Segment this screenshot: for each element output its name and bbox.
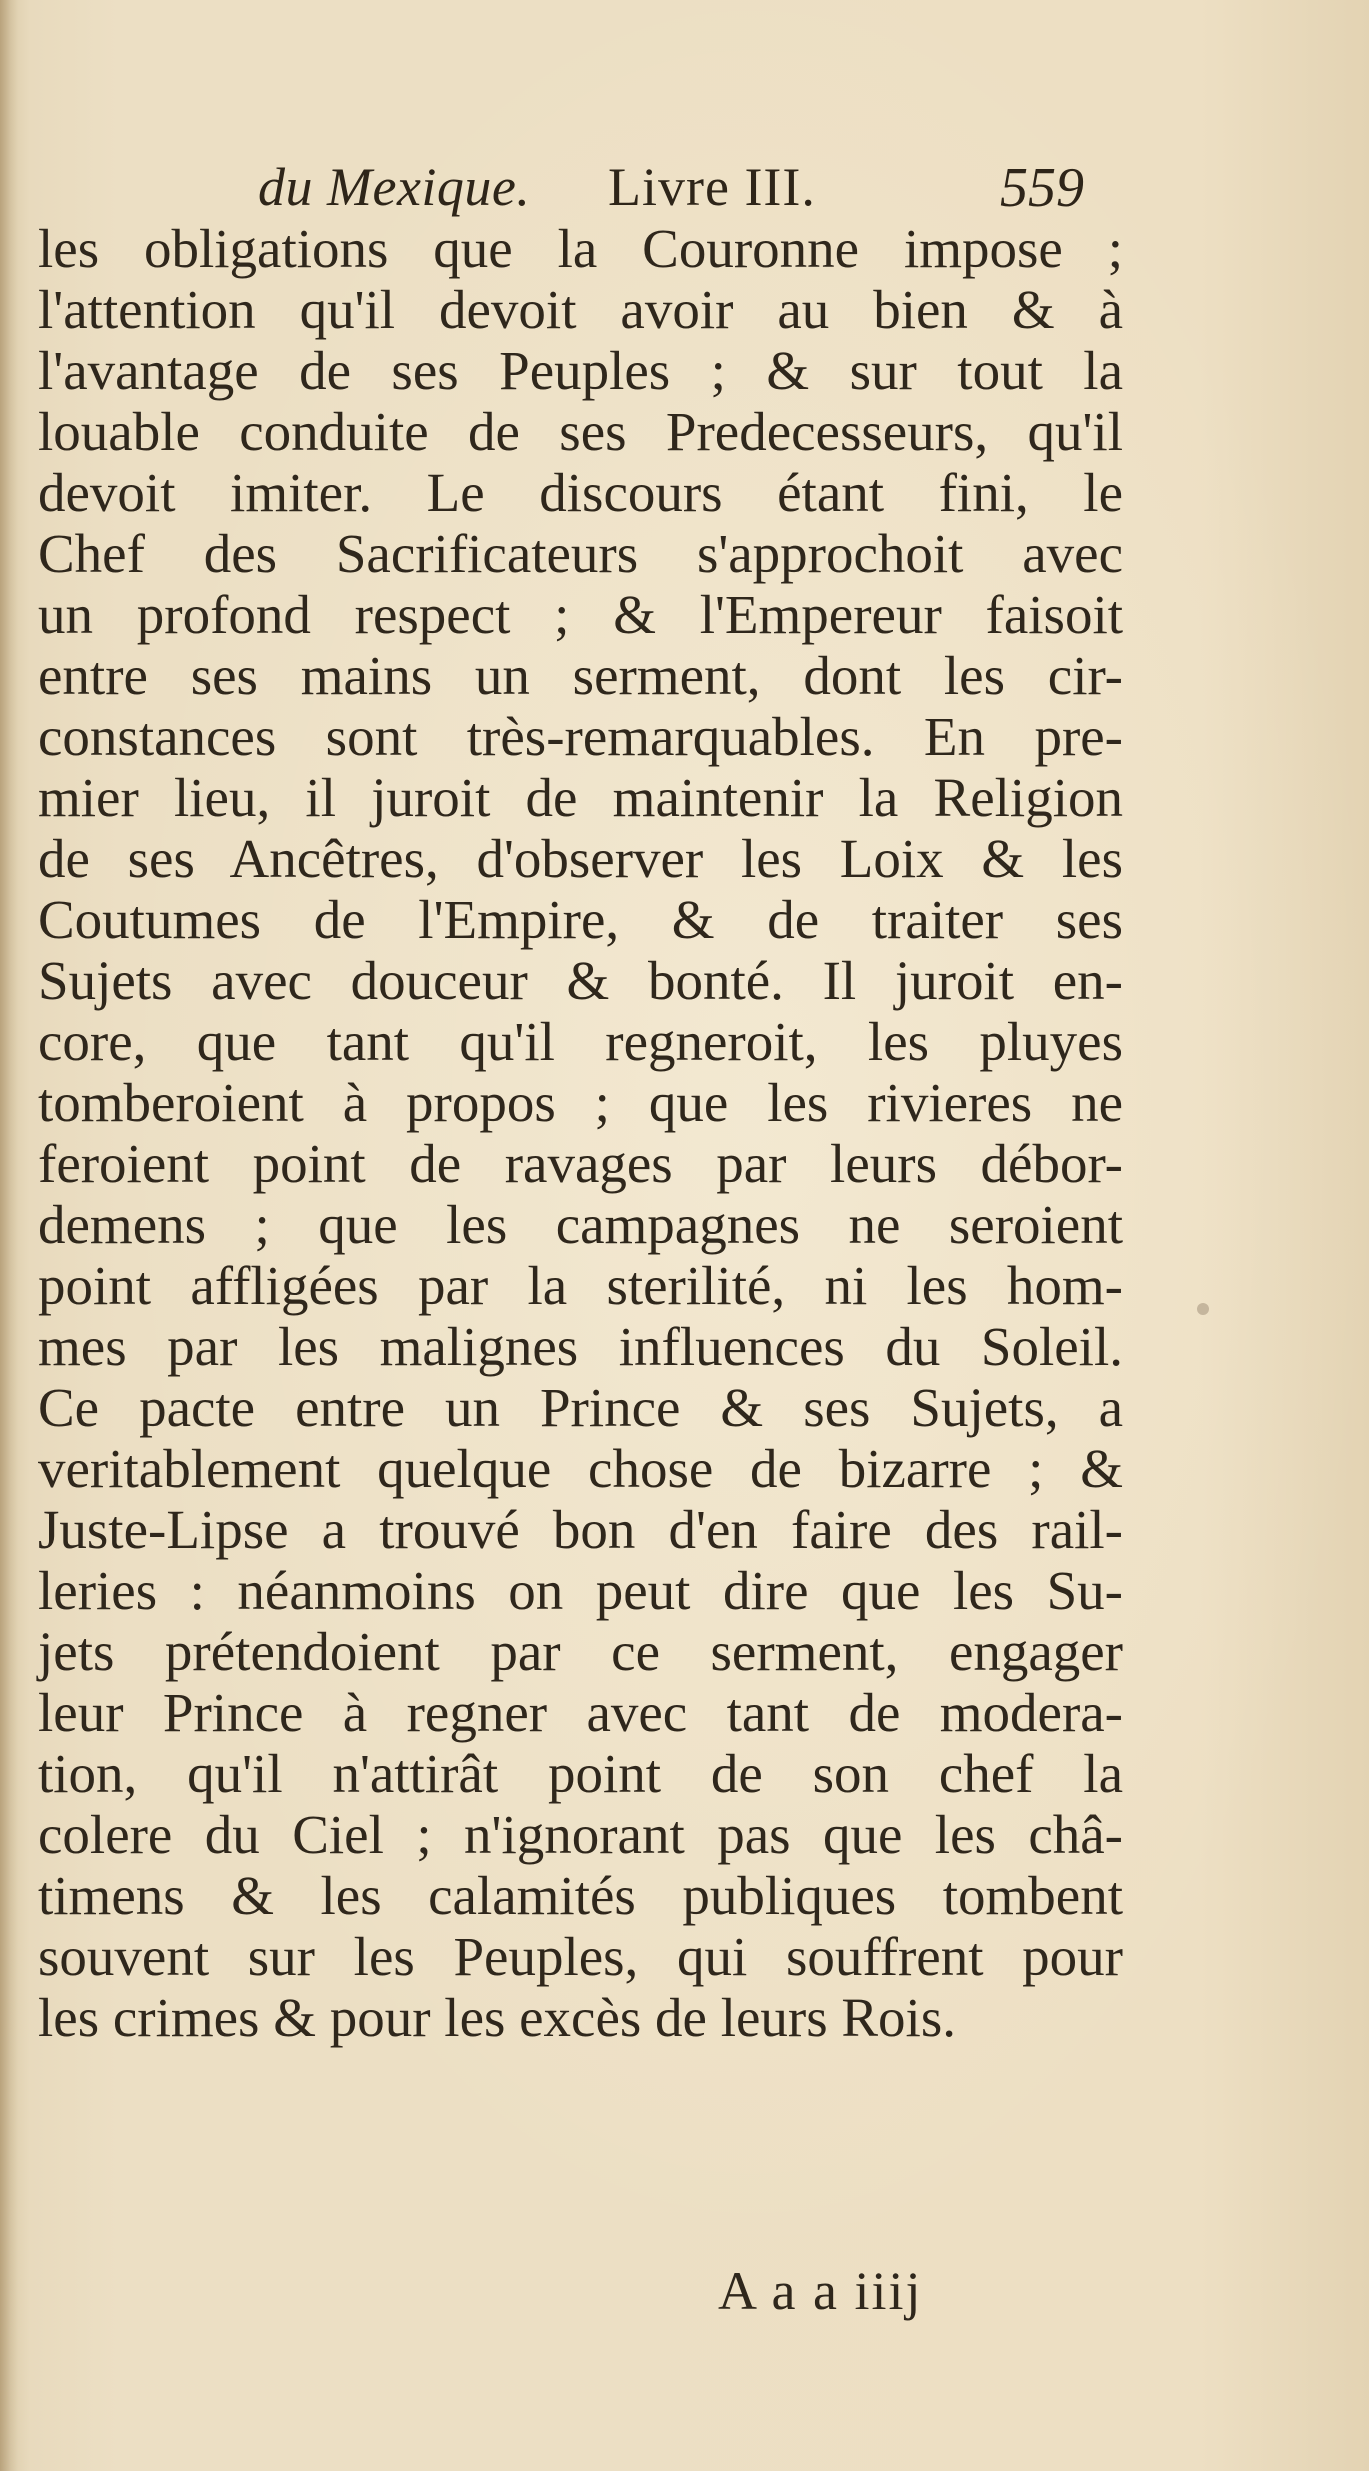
- text-line: les obligations que la Couronne impose ;: [38, 218, 1123, 279]
- text-line: les crimes & pour les excès de leurs Rois.: [38, 1987, 956, 2048]
- text-line: point affligées par la sterilité, ni les hom-: [38, 1255, 1123, 1316]
- body-text: [38, 218, 1138, 2048]
- text-line: Ce pacte entre un Prince & ses Sujets, a: [38, 1377, 1123, 1438]
- text-line: tion, qu'il n'attirât point de son chef la: [38, 1743, 1123, 1804]
- text-line: de ses Ancêtres, d'observer les Loix & les: [38, 828, 1123, 889]
- text-line: l'avantage de ses Peuples ; & sur tout la: [38, 340, 1123, 401]
- running-head-book: Livre III.: [608, 157, 816, 217]
- text-line: leries : néanmoins on peut dire que les Su-: [38, 1560, 1123, 1621]
- ink-spot: [1197, 1303, 1209, 1315]
- text-line: l'attention qu'il devoit avoir au bien & à: [38, 279, 1123, 340]
- text-line: Coutumes de l'Empire, & de traiter ses: [38, 889, 1123, 950]
- running-head: [0, 150, 1369, 220]
- signature-mark: A a a iiij: [718, 2261, 923, 2321]
- text-line: colere du Ciel ; n'ignorant pas que les châ-: [38, 1804, 1123, 1865]
- text-line: core, que tant qu'il regneroit, les pluyes: [38, 1011, 1123, 1072]
- text-line: demens ; que les campagnes ne seroient: [38, 1194, 1123, 1255]
- text-line: timens & les calamités publiques tombent: [38, 1865, 1123, 1926]
- text-line: entre ses mains un serment, dont les cir-: [38, 645, 1123, 706]
- text-line: mier lieu, il juroit de maintenir la Religion: [38, 767, 1123, 828]
- text-line: leur Prince à regner avec tant de modera-: [38, 1682, 1123, 1743]
- page-number: 559: [1000, 157, 1084, 219]
- text-line: Chef des Sacrificateurs s'approchoit avec: [38, 523, 1123, 584]
- text-line: constances sont très-remarquables. En pre-: [38, 706, 1123, 767]
- text-line: Juste-Lipse a trouvé bon d'en faire des rail-: [38, 1499, 1123, 1560]
- running-head-title: du Mexique.: [258, 157, 531, 217]
- text-line: un profond respect ; & l'Empereur faisoit: [38, 584, 1123, 645]
- text-line: Sujets avec douceur & bonté. Il juroit en-: [38, 950, 1123, 1011]
- text-line: jets prétendoient par ce serment, engager: [38, 1621, 1123, 1682]
- text-line: devoit imiter. Le discours étant fini, le: [38, 462, 1123, 523]
- text-line: souvent sur les Peuples, qui souffrent pour: [38, 1926, 1123, 1987]
- text-line: mes par les malignes influences du Soleil.: [38, 1316, 1123, 1377]
- text-line: feroient point de ravages par leurs débor-: [38, 1133, 1123, 1194]
- text-line: louable conduite de ses Predecesseurs, qu'il: [38, 401, 1123, 462]
- text-line: tomberoient à propos ; que les rivieres ne: [38, 1072, 1123, 1133]
- text-line: veritablement quelque chose de bizarre ; &: [38, 1438, 1123, 1499]
